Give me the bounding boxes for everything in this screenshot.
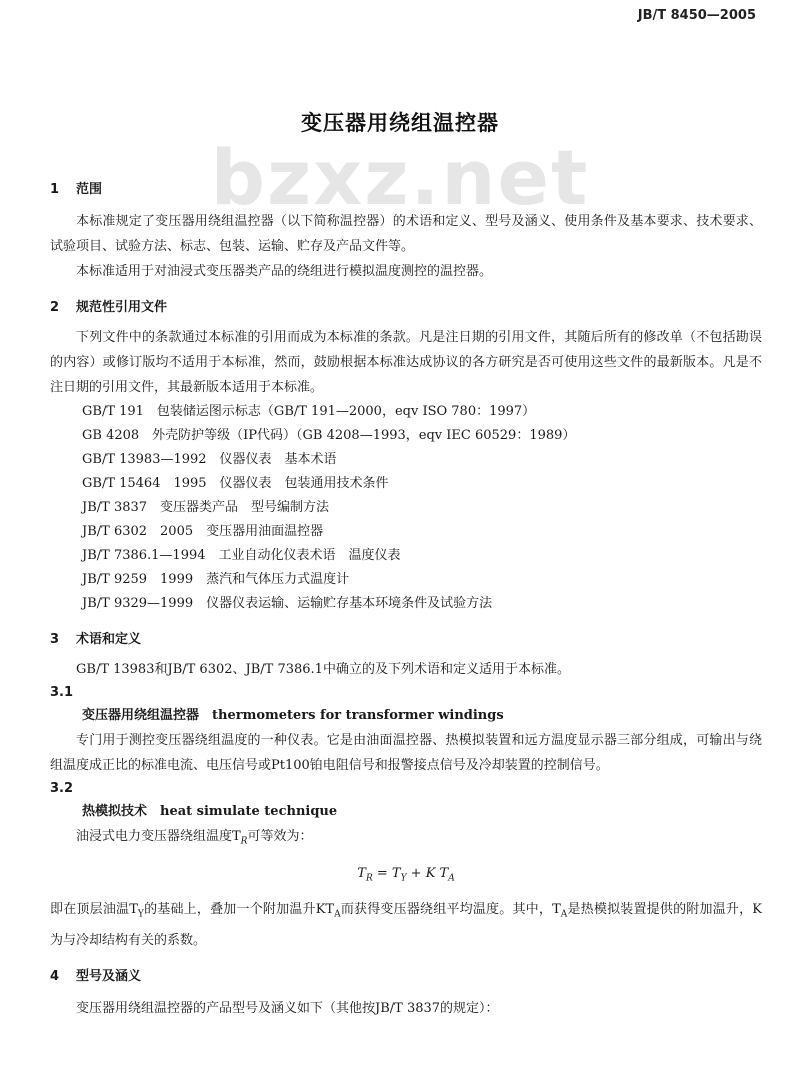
paragraph: 本标准适用于对油浸式变压器类产品的绕组进行模拟温度测控的温控器。 — [76, 264, 493, 279]
reference-item: JB/T 3837 变压器类产品 型号编制方法 — [82, 500, 330, 515]
paragraph: 变压器用绕组温控器的产品型号及涵义如下（其他按JB/T 3837的规定）： — [76, 1000, 499, 1016]
document-title: 变压器用绕组温控器 — [301, 111, 499, 135]
explanation-part: 的基础上，叠加一个附加温升KT — [143, 902, 335, 918]
paragraph: 本标准规定了变压器用绕组温控器（以下简称温控器）的术语和定义、型号及涵义、使用条件及基本要求、技术要求、试验项目、试验方法、标志、包装、运输、贮存及产品文件等。 — [50, 214, 762, 254]
explanation-part: 是热模拟装置提供的附加温升，K为与冷却结构有关的系数。 — [50, 902, 763, 948]
section-number: 2 — [50, 300, 60, 315]
section-heading-4 — [50, 965, 762, 984]
reference-item: JB/T 7386.1—1994 工业自动化仪表术语 温度仪表 — [82, 548, 401, 563]
definition-tail: 可等效为： — [247, 829, 313, 844]
definition-text: 油浸式电力变压器绕组温度T — [76, 829, 241, 844]
reference-item: JB/T 9259 1999 蒸汽和气体压力式温度计 — [82, 572, 350, 587]
section-title: 范围 — [76, 182, 103, 197]
paragraph: GB/T 13983和JB/T 6302、JB/T 7386.1中确立的及下列术语和定义适用于本标准。 — [76, 662, 570, 677]
clause-number-3-1: 3.1 — [50, 685, 74, 700]
reference-item: GB 4208 外壳防护等级（IP代码）（GB 4208—1993，eqv IEC 60529：1989） — [82, 428, 576, 443]
reference-item: GB/T 191 包装储运图示标志（GB/T 191—2000，eqv ISO 780：1997） — [82, 404, 536, 419]
formula-explanation: 即在顶层油温$T_Y$的基础上，叠加一个附加温升$KT_A$而获得变压器绕组平均温度。其中，$T_A$是热模拟装置提供的附加温升，K为与冷却结构有关的系数。 — [50, 902, 763, 948]
document-body — [50, 178, 762, 1021]
reference-item: JB/T 6302 2005 变压器用油面温控器 — [82, 524, 324, 539]
paragraph: 下列文件中的条款通过本标准的引用而成为本标准的条款。凡是注日期的引用文件，其随后所有的修改单（不包括勘误的内容）或修订版均不适用于本标准，然而，鼓励根据本标准达成协议的各方研究是否可使用这些文件的最新版本。凡是不注日期的引用文件，其最新版本适用于本标准。 — [50, 330, 762, 395]
reference-item: GB/T 15464 1995 仪器仪表 包装通用技术条件 — [82, 476, 389, 491]
clause-number-3-2: 3.2 — [50, 781, 74, 796]
reference-list — [82, 400, 762, 616]
watermark: bzxz.net — [210, 133, 590, 222]
section-number: 4 — [50, 968, 60, 984]
section-heading-3 — [50, 628, 762, 647]
formula: $T_R = T_Y + K$ $T_A$ — [357, 865, 455, 884]
section-title: 型号及涵义 — [76, 968, 142, 984]
reference-item: GB/T 13983—1992 仪器仪表 基本术语 — [82, 452, 337, 467]
standard-code: JB/T 8450—2005 — [637, 8, 756, 23]
reference-item: JB/T 9329—1999 仪器仪表运输、运输贮存基本环境条件及试验方法 — [82, 596, 493, 611]
explanation-part: 即在顶层油温T — [50, 902, 138, 918]
section-number: 1 — [50, 182, 60, 197]
section-title: 术语和定义 — [76, 632, 142, 647]
section-heading-2 — [50, 296, 762, 315]
explanation-part: 而获得变压器绕组平均温度。其中，T — [340, 902, 561, 918]
term-3-1: 变压器用绕组温控器 thermometers for transformer windings — [82, 708, 504, 723]
section-title: 规范性引用文件 — [76, 300, 168, 315]
definition-3-1: 专门用于测控变压器绕组温度的一种仪表。它是由油面温控器、热模拟装置和远方温度显示器三部分组成，可输出与绕组温度成正比的标准电流、电压信号或Pt100铂电阻信号和报警接点信号及冷却装置的控制信号。 — [50, 733, 762, 773]
section-heading-1 — [50, 178, 762, 197]
term-3-2: 热模拟技术 heat simulate technique — [82, 804, 338, 819]
section-number: 3 — [50, 632, 60, 647]
definition-3-2: 油浸式电力变压器绕组温度$T_R$可等效为： — [76, 829, 313, 847]
